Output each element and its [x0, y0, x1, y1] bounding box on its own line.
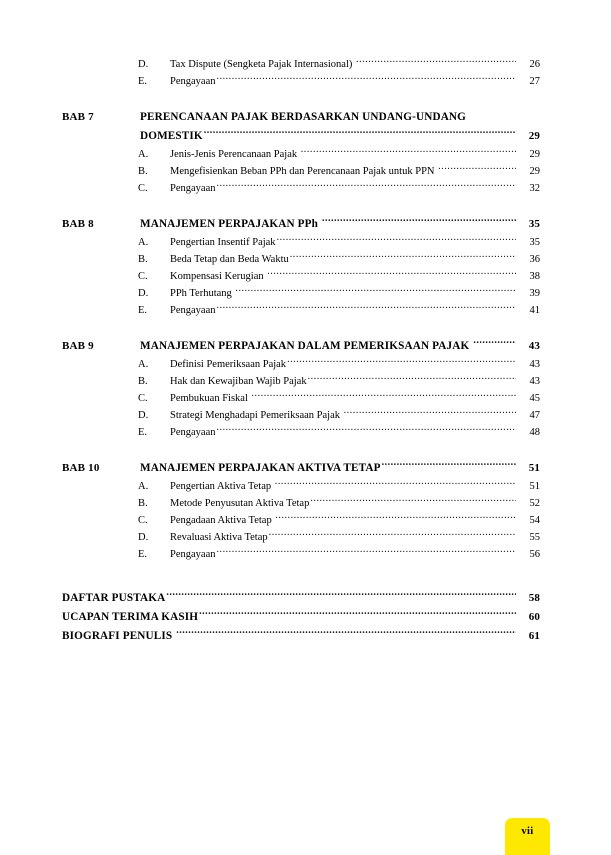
- toc-sub-marker: A.: [138, 481, 149, 492]
- dot-leader: [322, 216, 516, 227]
- toc-page-number: 35: [528, 218, 540, 230]
- toc-entry-title-wrap: [170, 546, 517, 563]
- toc-back-matter-entry[interactable]: [62, 608, 540, 627]
- toc-sub-entry[interactable]: [62, 146, 540, 163]
- dot-leader: [216, 425, 516, 436]
- toc-entry-title-wrap: [170, 268, 517, 285]
- toc-chapter-label: BAB 10: [62, 462, 100, 474]
- toc-sub-entry[interactable]: [62, 373, 540, 390]
- toc-page-number: 35: [529, 237, 540, 248]
- dot-leader: [216, 74, 516, 85]
- toc-sub-marker: B.: [138, 254, 148, 265]
- toc-continued-entries: [62, 56, 540, 90]
- toc-sub-entry[interactable]: [62, 234, 540, 251]
- toc-page-number: 39: [529, 288, 540, 299]
- toc-entry-title-wrap: [140, 459, 517, 478]
- toc-sub-entry[interactable]: [62, 73, 540, 90]
- toc-page-number: 51: [529, 481, 540, 492]
- toc-sub-marker: A.: [138, 237, 149, 248]
- toc-sub-marker: D.: [138, 410, 149, 421]
- toc-entry-title-wrap: [170, 478, 517, 495]
- toc-sub-title: Pengertian Aktiva Tetap: [170, 481, 274, 492]
- toc-sub-title: Revaluasi Aktiva Tetap: [170, 532, 268, 543]
- toc-sub-title: Beda Tetap dan Beda Waktu: [170, 254, 289, 265]
- toc-sub-entry[interactable]: [62, 180, 540, 197]
- toc-sub-title: Tax Dispute (Sengketa Pajak Internasional): [170, 59, 356, 70]
- toc-sub-title: Pengayaan: [170, 305, 216, 316]
- toc-page-number: 56: [529, 549, 540, 560]
- toc-entry-title-wrap: [170, 251, 517, 268]
- toc-chapter-title: MANAJEMEN PERPAJAKAN AKTIVA TETAP: [140, 462, 381, 474]
- toc-sub-entry[interactable]: [62, 529, 540, 546]
- toc-sub-entry[interactable]: [62, 390, 540, 407]
- toc-page-number: 54: [529, 515, 540, 526]
- toc-chapter-group: [62, 337, 540, 441]
- toc-sub-marker: A.: [138, 149, 149, 160]
- toc-page-number: 58: [528, 592, 540, 604]
- dot-leader: [216, 303, 516, 314]
- toc-page-number: 45: [529, 393, 540, 404]
- toc-entry-title-wrap: [62, 608, 517, 627]
- toc-sub-title: Pengertian Insentif Pajak: [170, 237, 276, 248]
- toc-entry-title-wrap: [140, 108, 517, 127]
- dot-leader: [344, 408, 516, 419]
- toc-chapter-heading-line2[interactable]: [62, 127, 540, 146]
- toc-chapter-title-line2: DOMESTIK: [140, 130, 203, 142]
- toc-entry-title-wrap: [170, 373, 517, 390]
- dot-leader: [204, 128, 516, 139]
- toc-chapter-label: BAB 8: [62, 218, 94, 230]
- toc-sub-entry[interactable]: [62, 356, 540, 373]
- toc-sub-entry[interactable]: [62, 478, 540, 495]
- toc-sub-title: Pengadaan Aktiva Tetap: [170, 515, 275, 526]
- toc-sub-marker: A.: [138, 359, 149, 370]
- dot-leader: [382, 460, 516, 471]
- toc-chapter-label: BAB 9: [62, 340, 94, 352]
- toc-sub-entry[interactable]: [62, 407, 540, 424]
- toc-sub-title: Hak dan Kewajiban Wajib Pajak: [170, 376, 307, 387]
- toc-chapter-heading[interactable]: [62, 215, 540, 234]
- toc-sub-entry[interactable]: [62, 285, 540, 302]
- toc-sub-marker: E.: [138, 76, 148, 87]
- toc-entry-title-wrap: [170, 163, 517, 180]
- toc-entry-title-wrap: [170, 234, 517, 251]
- toc-sub-title: Mengefisienkan Beban PPh dan Perencanaan Pajak untuk PPN: [170, 166, 438, 177]
- toc-sub-marker: B.: [138, 166, 148, 177]
- toc-sub-title: Strategi Menghadapi Pemeriksaan Pajak: [170, 410, 343, 421]
- toc-chapter-group: [62, 108, 540, 197]
- toc-sub-title: Definisi Pemeriksaan Pajak: [170, 359, 287, 370]
- toc-page-number: 27: [529, 76, 540, 87]
- toc-entry-title-wrap: [140, 337, 517, 356]
- toc-sub-marker: C.: [138, 393, 148, 404]
- dot-leader: [290, 252, 516, 263]
- toc-entry-title-wrap: [170, 495, 517, 512]
- toc-page-number: 61: [528, 630, 540, 642]
- toc-chapter-group: [62, 215, 540, 319]
- toc-entry-title-wrap: [170, 302, 517, 319]
- dot-leader: [199, 609, 516, 620]
- toc-sub-marker: E.: [138, 427, 148, 438]
- toc-page-number: 43: [529, 359, 540, 370]
- toc-chapter-title: MANAJEMEN PERPAJAKAN DALAM PEMERIKSAAN PAJAK: [140, 340, 473, 352]
- page-number-tab: [505, 818, 550, 855]
- toc-back-matter-title: BIOGRAFI PENULIS: [62, 630, 176, 642]
- toc-page-number: 43: [529, 376, 540, 387]
- toc-back-matter: [62, 589, 540, 646]
- toc-page-number: 43: [528, 340, 540, 352]
- toc-entry-title-wrap: [170, 529, 517, 546]
- toc-entry-title-wrap: [170, 512, 517, 529]
- toc-back-matter-title: UCAPAN TERIMA KASIH: [62, 611, 199, 623]
- toc-sub-title: PPh Terhutang: [170, 288, 235, 299]
- toc-page-number: 29: [529, 166, 540, 177]
- toc-chapter-group: [62, 459, 540, 563]
- dot-leader: [308, 374, 516, 385]
- dot-leader: [269, 530, 516, 541]
- toc-sub-title: Jenis-Jenis Perencanaan Pajak: [170, 149, 300, 160]
- toc-entry-title-wrap: [170, 285, 517, 302]
- toc-sub-entry[interactable]: [62, 56, 540, 73]
- toc-page-number: 32: [529, 183, 540, 194]
- toc-entry-title-wrap: [170, 180, 517, 197]
- toc-sub-title: Metode Penyusutan Aktiva Tetap: [170, 498, 310, 509]
- toc-entry-title-wrap: [170, 356, 517, 373]
- toc-entry-title-wrap: [170, 407, 517, 424]
- toc-page-number: 55: [529, 532, 540, 543]
- dot-leader: [473, 338, 516, 349]
- toc-entry-title-wrap: [62, 589, 517, 608]
- toc-page-number: 60: [528, 611, 540, 623]
- toc-sub-marker: E.: [138, 549, 148, 560]
- dot-leader: [310, 496, 516, 507]
- toc-chapter-heading[interactable]: [62, 337, 540, 356]
- page-number-label: vii: [521, 826, 534, 837]
- toc-sub-marker: D.: [138, 288, 149, 299]
- toc-page-number: 29: [528, 130, 540, 142]
- toc-sub-entry[interactable]: [62, 495, 540, 512]
- dot-leader: [275, 513, 516, 524]
- toc-sub-marker: E.: [138, 305, 148, 316]
- toc-sub-title: Pengayaan: [170, 76, 216, 87]
- toc-back-matter-entry[interactable]: [62, 589, 540, 608]
- toc-sub-title: Pembukuan Fiskal: [170, 393, 251, 404]
- toc-sub-entry[interactable]: [62, 512, 540, 529]
- toc-sub-title: Pengayaan: [170, 549, 216, 560]
- toc-chapter-heading[interactable]: [62, 108, 540, 127]
- toc-back-matter-entry[interactable]: [62, 627, 540, 646]
- toc-entry-title-wrap: [170, 390, 517, 407]
- toc-sub-entry[interactable]: [62, 546, 540, 563]
- dot-leader: [166, 590, 516, 601]
- dot-leader: [277, 235, 516, 246]
- toc-sub-marker: B.: [138, 376, 148, 387]
- toc-page-number: 48: [529, 427, 540, 438]
- toc-page-number: 36: [529, 254, 540, 265]
- toc-chapter-heading[interactable]: [62, 459, 540, 478]
- toc-sub-marker: D.: [138, 532, 149, 543]
- toc-entry-title-wrap: [170, 56, 517, 73]
- toc-page-number: 29: [529, 149, 540, 160]
- toc-entry-title-wrap: [62, 627, 517, 646]
- toc-sub-marker: C.: [138, 183, 148, 194]
- toc-sub-entry[interactable]: [62, 424, 540, 441]
- toc-chapter-title: PERENCANAAN PAJAK BERDASARKAN UNDANG-UNDANG: [140, 111, 467, 123]
- dot-leader: [176, 628, 516, 639]
- toc-sub-entry[interactable]: [62, 163, 540, 180]
- toc-sub-entry[interactable]: [62, 268, 540, 285]
- toc-sub-marker: C.: [138, 515, 148, 526]
- toc-sub-title: Pengayaan: [170, 183, 216, 194]
- dot-leader: [252, 391, 517, 402]
- toc-sub-marker: D.: [138, 59, 149, 70]
- toc-page-number: 38: [529, 271, 540, 282]
- dot-leader: [275, 479, 516, 490]
- toc-sub-entry[interactable]: [62, 302, 540, 319]
- toc-chapter-groups: [62, 108, 540, 563]
- dot-leader: [216, 547, 516, 558]
- toc-entry-title-wrap: [170, 73, 517, 90]
- dot-leader: [438, 164, 516, 175]
- toc-entry-title-wrap: [170, 424, 517, 441]
- toc-page-number: 52: [529, 498, 540, 509]
- toc-page-number: 26: [529, 59, 540, 70]
- dot-leader: [301, 147, 516, 158]
- toc-back-matter-title: DAFTAR PUSTAKA: [62, 592, 166, 604]
- dot-leader: [267, 269, 516, 280]
- toc-sub-entry[interactable]: [62, 251, 540, 268]
- toc-entry-title-wrap: [170, 146, 517, 163]
- toc-entry-title-wrap: [140, 127, 517, 146]
- dot-leader: [356, 57, 516, 68]
- toc-sub-marker: B.: [138, 498, 148, 509]
- table-of-contents: [62, 56, 540, 646]
- toc-chapter-label: BAB 7: [62, 111, 94, 123]
- toc-page-number: 47: [529, 410, 540, 421]
- toc-chapter-title: MANAJEMEN PERPAJAKAN PPh: [140, 218, 321, 230]
- dot-leader: [287, 357, 516, 368]
- toc-sub-title: Pengayaan: [170, 427, 216, 438]
- dot-leader: [216, 181, 516, 192]
- toc-entry-title-wrap: [140, 215, 517, 234]
- toc-page-number: 41: [529, 305, 540, 316]
- toc-sub-title: Kompensasi Kerugian: [170, 271, 267, 282]
- toc-page-number: 51: [528, 462, 540, 474]
- dot-leader: [235, 286, 516, 297]
- toc-sub-marker: C.: [138, 271, 148, 282]
